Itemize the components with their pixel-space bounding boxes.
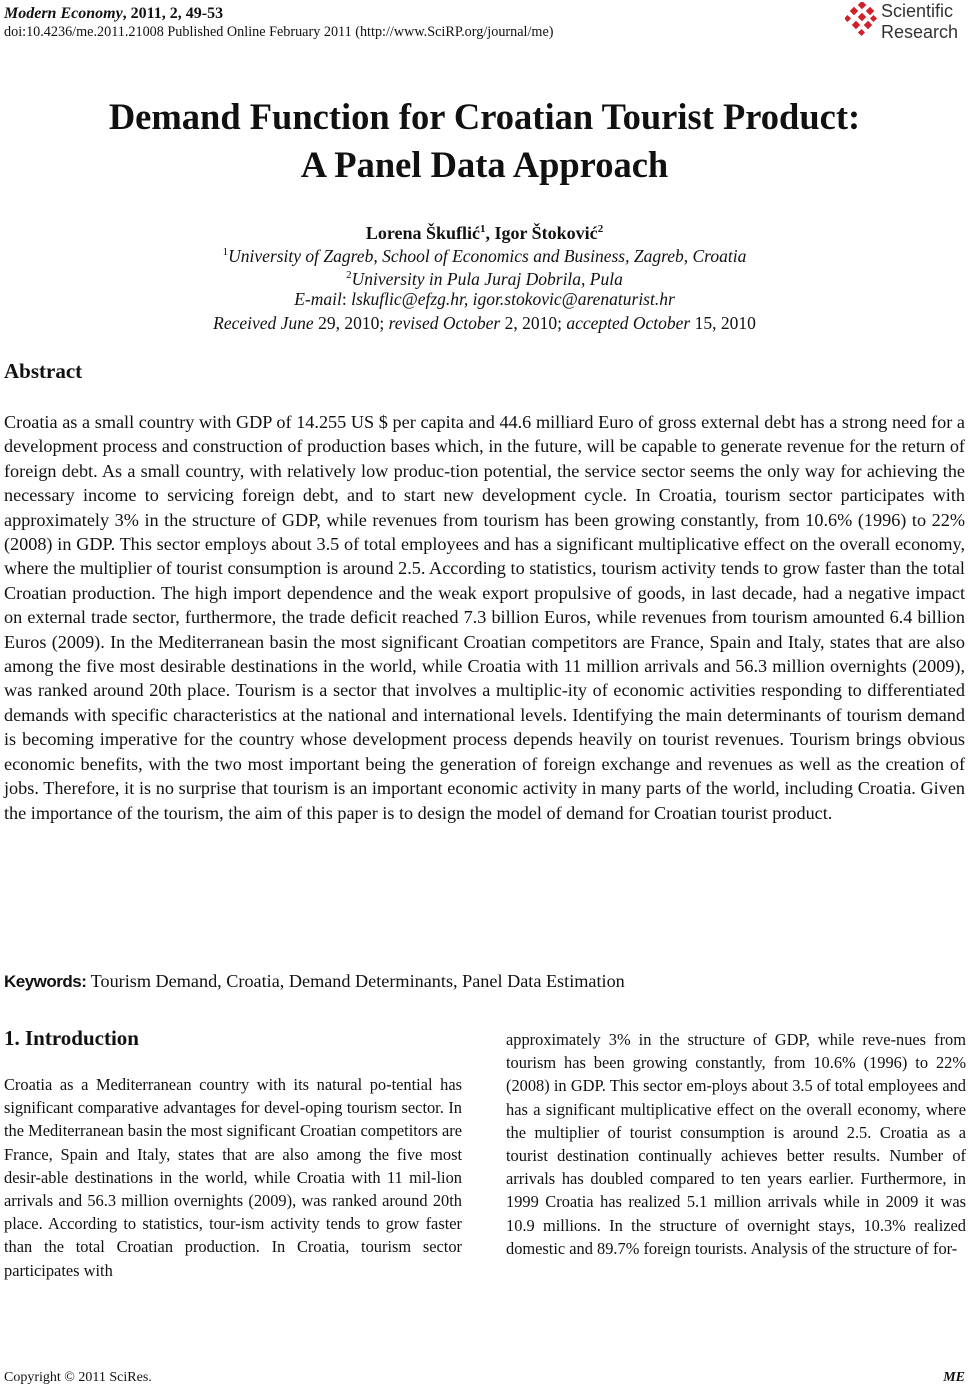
title-line-2: A Panel Data Approach <box>300 144 669 185</box>
author-separator: , <box>485 223 495 243</box>
dates-line <box>0 312 969 334</box>
revised-date: 2, 2010; <box>500 313 567 333</box>
journal-abbreviation: ME <box>943 1370 965 1385</box>
logo-text <box>881 1 958 43</box>
intro-left-column: Croatia as a Mediterranean country with its natural po-tential has significant comparative advantages for devel-oping tourism sector. In the Mediterranean basin the most significant Croatian competitors are France, Spain and Italy, states that are also among the five most desir-able destinations in the world, while Croatia with 11 mil-lion arrivals and 56.3 million overnights (2009), was ranked around 20th place. According to statistics, tour-ism activity tends to grow faster than the total Croatian production. In Croatia, tourism sector participates with <box>4 1075 462 1280</box>
accepted-label: accepted October <box>566 313 691 333</box>
copyright-text: Copyright © 2011 SciRes. <box>4 1370 152 1385</box>
affiliation-2-text: University in Pula Juraj Dobrila, Pula <box>351 268 623 289</box>
affiliation-2 <box>0 264 969 290</box>
logo-line-2: Research <box>881 22 959 42</box>
abstract-text: Croatia as a small country with GDP of 14.255 US $ per capita and 44.6 milliard Euro of gross external debt has a strong need for a development process and construction of production bases which, in the future, will be capable to generate revenue for the return of foreign debt. As a small country, with relatively low produc-tion potential, the service sector seems the only way for achieving the necessary income to servicing foreign debt, and to start new development cycle. In Croatia, tourism sector participates with approximately 3% in the structure of GDP, while revenues from tourism has been growing constantly, from 10.6% (1996) to 22% (2008) in GDP. This sector employs about 3.5 of total employees and has a significant multiplicative effect on the overall economy, where the multiplier of tourist consumption is around 2.5. According to statistics, tourism activity tends to grow faster than the total Croatian production. The high import dependence and the weak export propulsive of goods, in last decade, had a negative impact on external trade sector, furthermore, the trade deficit reached 7.3 billion Euros, while revenues from tourism amounted 6.4 billion Euros (2009). In the Mediterranean basin the most significant Croatian competitors are France, Spain and Italy, states that are also among the five most desirable destinations in the world, while Croatia with 11 million arrivals and 56.3 million overnights (2009), was ranked around 20th place. Tourism is a sector that involves a multiplic-ity of economic activities responding to differentiated demands with specific characteristics at the national and international levels. Identifying the main determinants of tourism demand is becoming imperative for the country whose development process depends heavily on tourist revenues. Tourism brings obvious economic benefits, with the two most important being the generation of foreign exchange and revenues as well as the creation of jobs. Therefore, it is no surprise that tourism is an important economic activity in many parts of the world, including Croatia. Given the importance of the tourism, the aim of this paper is to design the model of demand for Croatian tourist product. <box>4 412 965 823</box>
author-2-sup: 2 <box>597 223 604 235</box>
logo-line-1: Scientific <box>881 1 954 21</box>
keywords-value: Tourism Demand, Croatia, Demand Determinants, Panel Data Estimation <box>86 971 625 991</box>
email-separator: : <box>341 289 352 309</box>
affiliation-1-sup: 1 <box>222 246 229 258</box>
email-addresses[interactable]: lskuflic@efzg.hr, igor.stokovic@arenaturist.hr <box>351 289 675 309</box>
author-2: Igor Štoković <box>494 223 598 243</box>
doi-line: doi:10.4236/me.2011.21008 Published Online February 2011 (http://www.SciRP.org/journal/me) <box>4 24 554 40</box>
received-label: Received June <box>213 313 314 333</box>
email-line <box>0 288 969 310</box>
journal-name: Modern Economy <box>4 5 123 22</box>
affiliation-1-text: University of Zagreb, School of Economics and Business, Zagreb, Croatia <box>228 245 747 266</box>
author-1-sup: 1 <box>480 223 486 235</box>
keywords-label: Keywords: <box>4 972 87 991</box>
scientific-research-logo <box>845 0 965 48</box>
paper-title <box>0 93 969 189</box>
accepted-date: 15, 2010 <box>690 313 756 333</box>
author-1: Lorena Škuflić <box>365 223 480 243</box>
received-date: 29, 2010; <box>313 313 389 333</box>
keywords <box>4 969 625 994</box>
abstract-heading: Abstract <box>4 359 83 383</box>
revised-label: revised October <box>388 313 501 333</box>
logo-mark-icon <box>845 2 879 42</box>
email-label: E-mail <box>294 289 342 309</box>
section-heading-introduction: 1. Introduction <box>4 1026 139 1050</box>
title-line-1: Demand Function for Croatian Tourist Product: <box>108 96 861 137</box>
affiliation-1 <box>0 241 969 267</box>
journal-header <box>4 4 553 42</box>
volume-info: , 2011, 2, 49-53 <box>122 5 224 22</box>
intro-right-column: approximately 3% in the structure of GDP, while reve-nues from tourism has been growing constantly, from 10.6% (1996) to 22% (2008) in GDP. This sector em-ploys about 3.5 of total employees and has a significant multiplicative effect on the overall economy, where the multiplier of tourist consumption is around 2.5. Croatia as a tourist destination continually achieves better results. Number of arrivals has doubled compared to ten years earlier. Furthermore, in 1999 Croatia has realized 5.1 million arrivals while in 2009 it was 10.9 millions. In the structure of overnight stays, 10.3% realized domestic and 89.7% foreign tourists. Analysis of the structure of for- <box>506 1030 966 1258</box>
affiliation-2-sup: 2 <box>346 269 352 281</box>
journal-citation <box>4 4 553 23</box>
page-footer <box>4 1370 965 1386</box>
